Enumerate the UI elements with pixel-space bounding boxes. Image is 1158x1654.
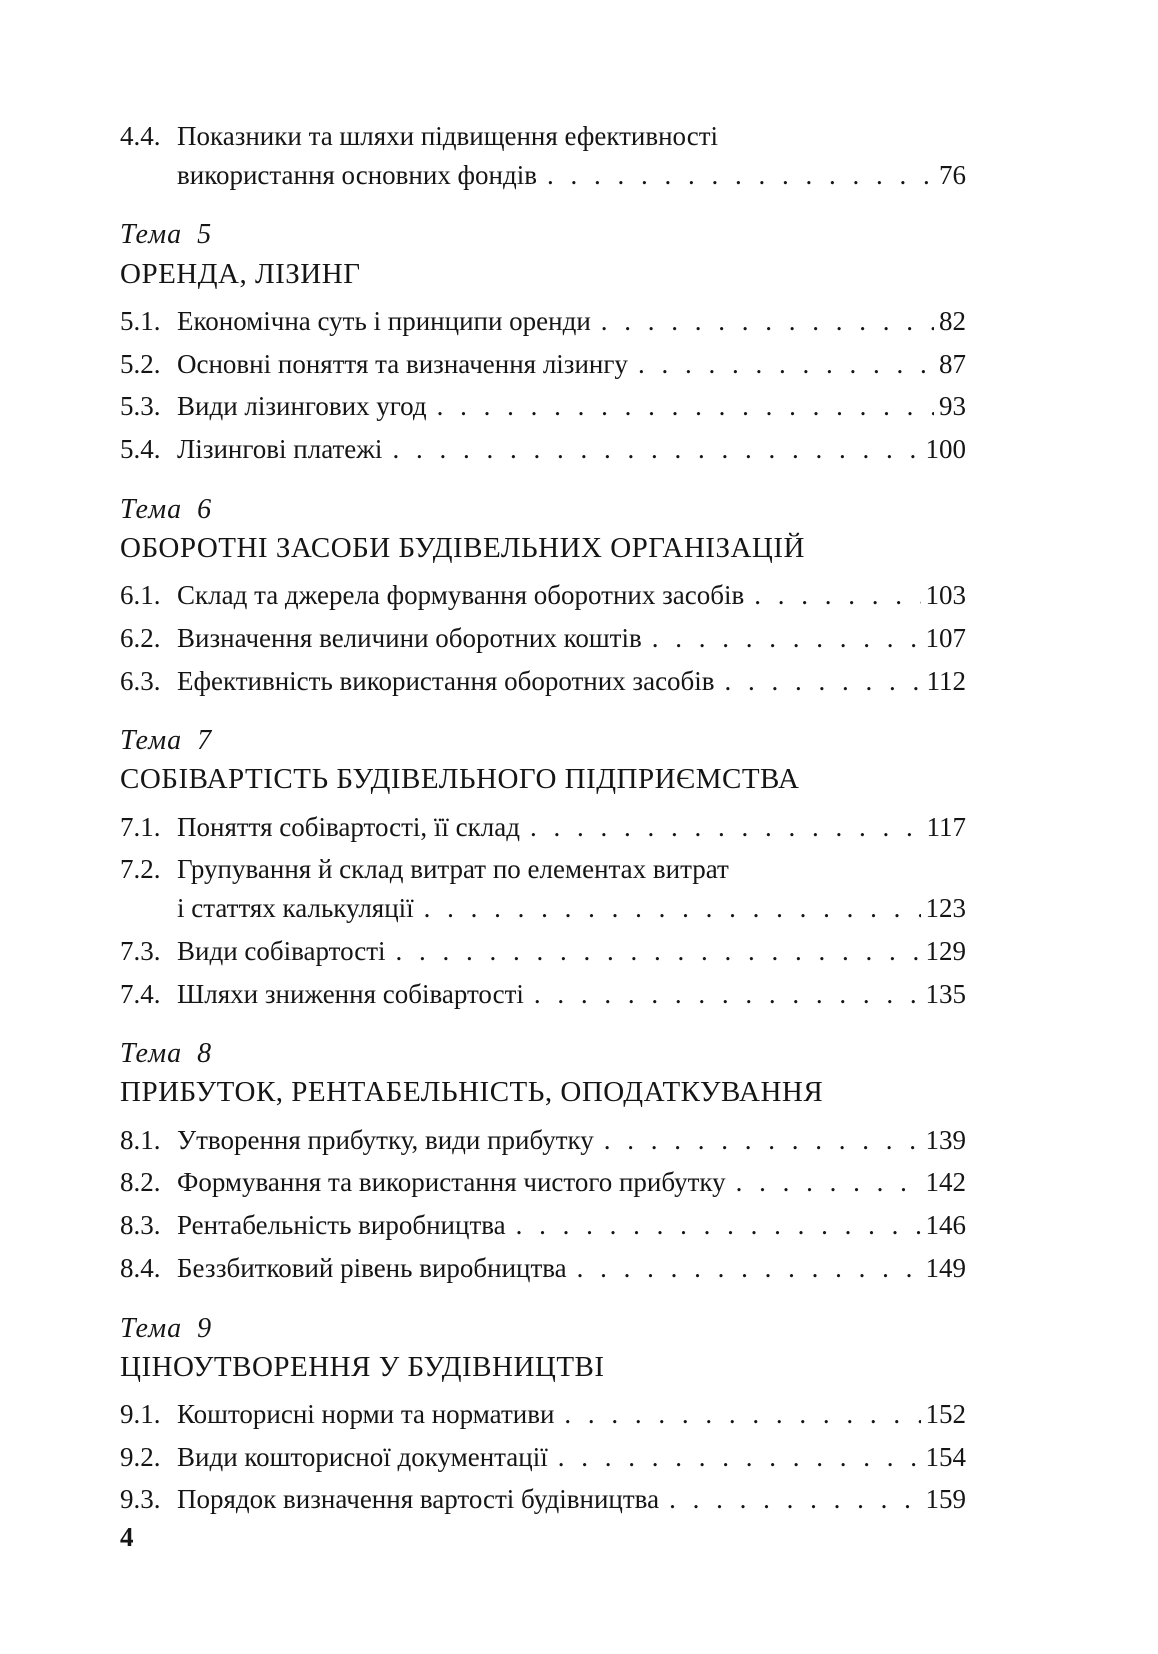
entry-number: 9.1. — [120, 1399, 161, 1430]
entry-number: 7.3. — [120, 935, 161, 966]
page-ref: 129 — [925, 935, 966, 966]
dot-leader — [736, 1168, 921, 1198]
toc-entry — [120, 122, 966, 190]
toc-entry — [120, 1443, 966, 1473]
page-ref: 87 — [939, 348, 966, 379]
section-label: Тема 5 — [120, 219, 213, 251]
entry-title-continued: і статтях калькуляції — [177, 893, 414, 924]
toc-entry — [120, 307, 966, 337]
entry-line — [177, 894, 966, 924]
entry-title: Групування й склад витрат по елементах витрат — [177, 854, 729, 885]
dot-leader — [725, 667, 922, 697]
toc-section — [120, 219, 966, 464]
section-title: ОБОРОТНІ ЗАСОБИ БУДІВЕЛЬНИХ ОРГАНІЗАЦІЙ — [120, 531, 805, 564]
dot-leader — [577, 1254, 921, 1284]
dot-leader — [564, 1400, 920, 1430]
toc-entry — [120, 980, 966, 1010]
page-ref: 93 — [939, 391, 966, 422]
toc-entry — [120, 1211, 966, 1241]
entry-number: 8.3. — [120, 1210, 161, 1241]
entry-number: 8.4. — [120, 1252, 161, 1283]
dot-leader — [396, 937, 921, 967]
entry-number: 7.2. — [120, 854, 161, 885]
toc-section — [120, 494, 966, 697]
section-label: Тема 7 — [120, 725, 213, 757]
entry-title: Основні поняття та визначення лізингу — [177, 348, 628, 379]
toc-entry — [120, 937, 966, 967]
entry-title: Склад та джерела формування оборотних засобів — [177, 580, 745, 611]
entry-title: Шляхи зниження собівартості — [177, 978, 524, 1009]
toc-content — [120, 122, 966, 1528]
toc-entry — [120, 392, 966, 422]
page-ref: 76 — [939, 159, 966, 190]
toc-entry — [120, 813, 966, 843]
entry-number: 6.1. — [120, 580, 161, 611]
entry-title: Формування та використання чистого прибутку — [177, 1167, 726, 1198]
page-ref: 103 — [925, 580, 966, 611]
page-ref: 107 — [925, 622, 966, 653]
dot-leader — [558, 1443, 921, 1473]
dot-leader — [638, 350, 934, 380]
entry-line — [177, 161, 966, 191]
page-ref: 154 — [925, 1441, 966, 1472]
entry-body — [177, 855, 966, 923]
entry-number: 5.4. — [120, 433, 161, 464]
entry-number: 5.2. — [120, 348, 161, 379]
entry-title: Кошторисні норми та нормативи — [177, 1399, 555, 1430]
entry-title: Види кошторисної документації — [177, 1441, 548, 1472]
toc-entry — [120, 1485, 966, 1515]
entry-number: 7.4. — [120, 978, 161, 1009]
page-ref: 117 — [926, 811, 966, 842]
page-ref: 146 — [925, 1210, 966, 1241]
toc-entry — [120, 1400, 966, 1430]
entry-number: 6.3. — [120, 665, 161, 696]
dot-leader — [601, 307, 934, 337]
page-ref: 159 — [925, 1484, 966, 1515]
entry-number: 8.2. — [120, 1167, 161, 1198]
entry-title: Показники та шляхи підвищення ефективності — [177, 121, 719, 151]
toc-entry — [120, 350, 966, 380]
toc-entry — [120, 855, 966, 923]
entry-number: 4.4. — [120, 121, 161, 151]
toc-entry — [120, 435, 966, 465]
entry-title-continued: використання основних фондів — [177, 159, 537, 190]
entry-title: Утворення прибутку, види прибутку — [177, 1124, 594, 1155]
page-ref: 139 — [925, 1124, 966, 1155]
entry-line — [177, 855, 966, 885]
entry-title: Порядок визначення вартості будівництва — [177, 1484, 660, 1515]
page-ref: 152 — [925, 1399, 966, 1430]
section-label: Тема 9 — [120, 1312, 213, 1344]
entry-title: Види лізингових угод — [177, 391, 427, 422]
page-ref: 149 — [925, 1252, 966, 1283]
entry-number: 9.3. — [120, 1484, 161, 1515]
section-title: ЦІНОУТВОРЕННЯ У БУДІВНИЦТВІ — [120, 1350, 605, 1383]
toc-entry — [120, 1168, 966, 1198]
toc-entry — [120, 581, 966, 611]
page-ref: 82 — [939, 305, 966, 336]
dot-leader — [754, 581, 920, 611]
entry-title: Лізингові платежі — [177, 433, 383, 464]
page-ref: 100 — [925, 433, 966, 464]
toc-section — [120, 1313, 966, 1516]
entry-number: 5.1. — [120, 305, 161, 336]
dot-leader — [530, 813, 922, 843]
toc-entry — [120, 1126, 966, 1156]
toc-entry — [120, 1254, 966, 1284]
dot-leader — [652, 624, 921, 654]
section-title: ПРИБУТОК, РЕНТАБЕЛЬНІСТЬ, ОПОДАТКУВАННЯ — [120, 1076, 824, 1109]
entry-body — [177, 122, 966, 190]
entry-line — [177, 122, 966, 152]
entry-number: 7.1. — [120, 811, 161, 842]
entry-number: 9.2. — [120, 1441, 161, 1472]
dot-leader — [424, 894, 921, 924]
dot-leader — [669, 1485, 920, 1515]
folio-page-number: 4 — [120, 1522, 134, 1552]
page-ref: 142 — [925, 1167, 966, 1198]
section-title: ОРЕНДА, ЛІЗИНГ — [120, 257, 361, 290]
entry-title: Поняття собівартості, її склад — [177, 811, 520, 842]
entry-title: Види собівартості — [177, 935, 386, 966]
toc-section — [120, 725, 966, 1009]
page-ref: 135 — [925, 978, 966, 1009]
section-label: Тема 6 — [120, 493, 213, 525]
page-ref: 112 — [926, 665, 966, 696]
entry-number: 6.2. — [120, 622, 161, 653]
entry-title: Економічна суть і принципи оренди — [177, 305, 591, 336]
toc-entry — [120, 667, 966, 697]
dot-leader — [604, 1126, 921, 1156]
entry-title: Рентабельність виробництва — [177, 1210, 506, 1241]
toc-entry — [120, 624, 966, 654]
entry-title: Ефективність використання оборотних засобів — [177, 665, 715, 696]
entry-number: 8.1. — [120, 1124, 161, 1155]
section-title: СОБІВАРТІСТЬ БУДІВЕЛЬНОГО ПІДПРИЄМСТВА — [120, 763, 800, 796]
dot-leader — [437, 392, 934, 422]
dot-leader — [516, 1211, 921, 1241]
entry-title: Беззбитковий рівень виробництва — [177, 1252, 567, 1283]
entry-number: 5.3. — [120, 391, 161, 422]
entry-title: Визначення величини оборотних коштів — [177, 622, 642, 653]
dot-leader — [534, 980, 921, 1010]
dot-leader — [547, 161, 934, 191]
dot-leader — [392, 435, 920, 465]
page-ref: 123 — [925, 893, 966, 924]
toc-section — [120, 1038, 966, 1283]
section-label: Тема 8 — [120, 1038, 213, 1070]
